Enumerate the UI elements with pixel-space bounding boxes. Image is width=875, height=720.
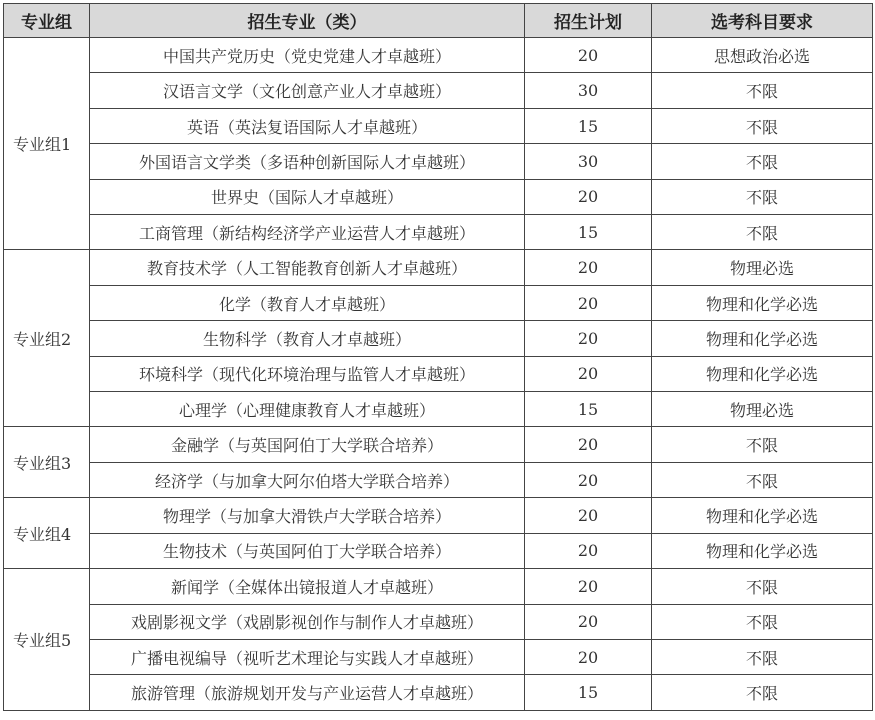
requirement-cell: 不限 bbox=[652, 675, 873, 711]
major-cell: 新闻学（全媒体出镜报道人才卓越班） bbox=[90, 569, 525, 604]
group-cell: 专业组1 bbox=[4, 38, 90, 250]
major-cell: 心理学（心理健康教育人才卓越班） bbox=[90, 392, 525, 427]
requirement-cell: 物理必选 bbox=[652, 392, 873, 427]
plan-cell: 15 bbox=[525, 675, 652, 711]
table-row bbox=[4, 675, 873, 711]
table-body bbox=[4, 38, 873, 711]
table-row bbox=[4, 285, 873, 320]
requirement-cell: 不限 bbox=[652, 427, 873, 462]
requirement-cell: 物理和化学必选 bbox=[652, 285, 873, 320]
requirement-cell: 不限 bbox=[652, 179, 873, 214]
plan-cell: 30 bbox=[525, 73, 652, 108]
header-group: 专业组 bbox=[4, 4, 90, 38]
group-cell: 专业组3 bbox=[4, 427, 90, 498]
header-requirement: 选考科目要求 bbox=[652, 4, 873, 38]
major-cell: 汉语言文学（文化创意产业人才卓越班） bbox=[90, 73, 525, 108]
table-row bbox=[4, 392, 873, 427]
plan-cell: 15 bbox=[525, 108, 652, 143]
major-cell: 英语（英法复语国际人才卓越班） bbox=[90, 108, 525, 143]
major-cell: 世界史（国际人才卓越班） bbox=[90, 179, 525, 214]
plan-cell: 15 bbox=[525, 392, 652, 427]
major-cell: 戏剧影视文学（戏剧影视创作与制作人才卓越班） bbox=[90, 604, 525, 639]
table-row bbox=[4, 498, 873, 533]
plan-cell: 20 bbox=[525, 179, 652, 214]
plan-cell: 20 bbox=[525, 427, 652, 462]
table-row bbox=[4, 569, 873, 604]
header-row bbox=[4, 4, 873, 38]
plan-cell: 15 bbox=[525, 215, 652, 250]
major-cell: 教育技术学（人工智能教育创新人才卓越班） bbox=[90, 250, 525, 285]
table-row bbox=[4, 144, 873, 179]
header-plan: 招生计划 bbox=[525, 4, 652, 38]
plan-cell: 30 bbox=[525, 144, 652, 179]
requirement-cell: 物理和化学必选 bbox=[652, 498, 873, 533]
header-major: 招生专业（类） bbox=[90, 4, 525, 38]
major-cell: 金融学（与英国阿伯丁大学联合培养） bbox=[90, 427, 525, 462]
plan-cell: 20 bbox=[525, 569, 652, 604]
requirement-cell: 不限 bbox=[652, 215, 873, 250]
table-row bbox=[4, 462, 873, 497]
table-row bbox=[4, 604, 873, 639]
requirement-cell: 不限 bbox=[652, 144, 873, 179]
plan-cell: 20 bbox=[525, 321, 652, 356]
requirement-cell: 物理必选 bbox=[652, 250, 873, 285]
plan-cell: 20 bbox=[525, 498, 652, 533]
plan-cell: 20 bbox=[525, 639, 652, 674]
requirement-cell: 物理和化学必选 bbox=[652, 356, 873, 391]
plan-cell: 20 bbox=[525, 533, 652, 568]
plan-cell: 20 bbox=[525, 604, 652, 639]
table-row bbox=[4, 356, 873, 391]
plan-cell: 20 bbox=[525, 462, 652, 497]
requirement-cell: 不限 bbox=[652, 462, 873, 497]
requirement-cell: 不限 bbox=[652, 604, 873, 639]
major-cell: 物理学（与加拿大滑铁卢大学联合培养） bbox=[90, 498, 525, 533]
table-row bbox=[4, 73, 873, 108]
requirement-cell: 物理和化学必选 bbox=[652, 533, 873, 568]
table-row bbox=[4, 108, 873, 143]
major-cell: 化学（教育人才卓越班） bbox=[90, 285, 525, 320]
major-cell: 经济学（与加拿大阿尔伯塔大学联合培养） bbox=[90, 462, 525, 497]
major-cell: 工商管理（新结构经济学产业运营人才卓越班） bbox=[90, 215, 525, 250]
table-row bbox=[4, 533, 873, 568]
plan-cell: 20 bbox=[525, 38, 652, 73]
requirement-cell: 思想政治必选 bbox=[652, 38, 873, 73]
plan-cell: 20 bbox=[525, 285, 652, 320]
table-row bbox=[4, 321, 873, 356]
major-cell: 外国语言文学类（多语种创新国际人才卓越班） bbox=[90, 144, 525, 179]
table-row bbox=[4, 38, 873, 73]
group-cell: 专业组5 bbox=[4, 569, 90, 711]
group-cell: 专业组2 bbox=[4, 250, 90, 427]
table-row bbox=[4, 215, 873, 250]
requirement-cell: 不限 bbox=[652, 639, 873, 674]
admission-plan-table bbox=[3, 3, 873, 711]
table-row bbox=[4, 427, 873, 462]
major-cell: 旅游管理（旅游规划开发与产业运营人才卓越班） bbox=[90, 675, 525, 711]
major-cell: 生物科学（教育人才卓越班） bbox=[90, 321, 525, 356]
requirement-cell: 不限 bbox=[652, 108, 873, 143]
plan-cell: 20 bbox=[525, 356, 652, 391]
requirement-cell: 不限 bbox=[652, 569, 873, 604]
requirement-cell: 物理和化学必选 bbox=[652, 321, 873, 356]
major-cell: 环境科学（现代化环境治理与监管人才卓越班） bbox=[90, 356, 525, 391]
table-row bbox=[4, 639, 873, 674]
plan-cell: 20 bbox=[525, 250, 652, 285]
requirement-cell: 不限 bbox=[652, 73, 873, 108]
group-cell: 专业组4 bbox=[4, 498, 90, 569]
table-row bbox=[4, 250, 873, 285]
major-cell: 中国共产党历史（党史党建人才卓越班） bbox=[90, 38, 525, 73]
table-row bbox=[4, 179, 873, 214]
major-cell: 生物技术（与英国阿伯丁大学联合培养） bbox=[90, 533, 525, 568]
major-cell: 广播电视编导（视听艺术理论与实践人才卓越班） bbox=[90, 639, 525, 674]
